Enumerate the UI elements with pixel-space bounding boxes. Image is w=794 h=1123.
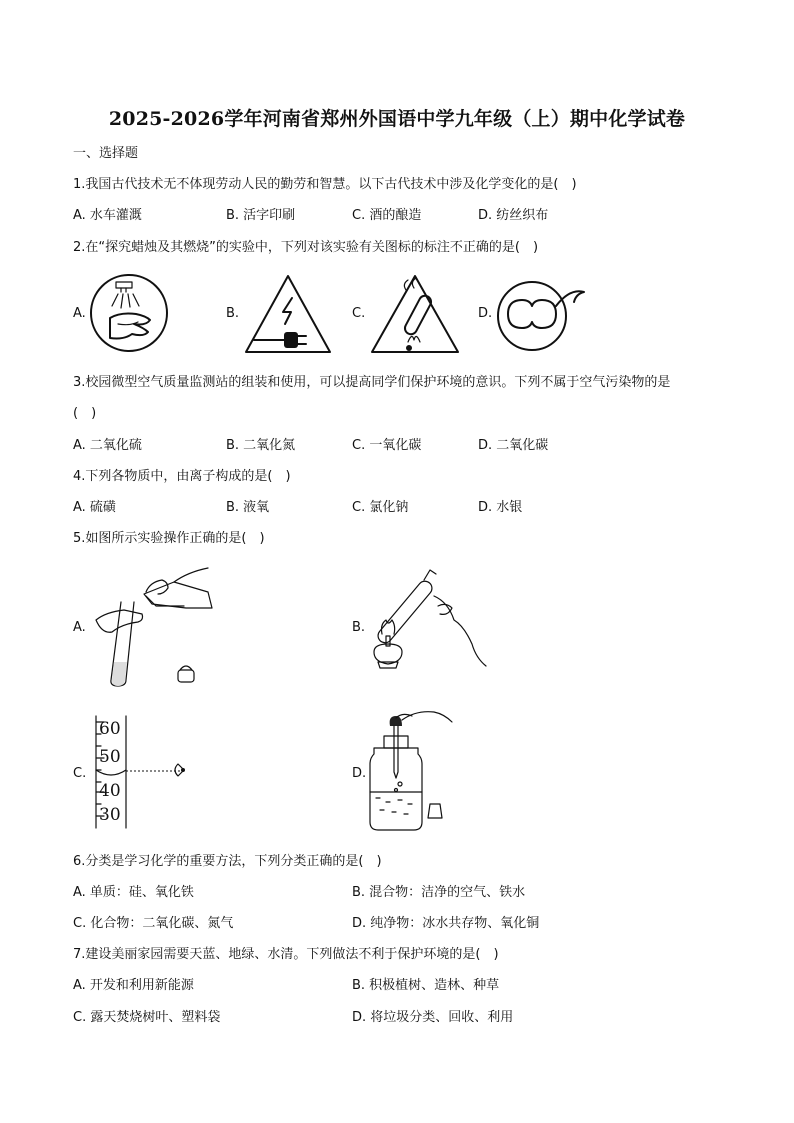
q4-option-b: B. 液氧 bbox=[226, 500, 270, 515]
cylinder-tick-30: 30 bbox=[99, 805, 121, 825]
question-2-stem: 2.在“探究蜡烛及其燃烧”的实验中，下列对该实验有关图标的标注不正确的是( ) bbox=[73, 240, 539, 255]
q7-option-b: B. 积极植树、造林、种草 bbox=[352, 978, 500, 993]
q6-option-c: C. 化合物：二氧化碳、氮气 bbox=[73, 916, 234, 931]
q7-option-a: A. 开发和利用新能源 bbox=[73, 978, 194, 993]
q3-option-d: D. 二氧化碳 bbox=[478, 438, 549, 453]
heating-test-tube-figure bbox=[368, 566, 492, 684]
goggles-icon bbox=[494, 276, 588, 354]
question-3-stem: 3.校园微型空气质量监测站的组装和使用，可以提高同学们保护环境的意识。下列不属于空气污染物的是 bbox=[73, 375, 671, 390]
q5-option-b-label: B. bbox=[352, 620, 366, 635]
q1-option-b: B. 活字印刷 bbox=[226, 208, 296, 223]
q6-option-b: B. 混合物：洁净的空气、铁水 bbox=[352, 885, 526, 900]
q6-option-d: D. 纯净物：冰水共存物、氧化铜 bbox=[352, 916, 540, 931]
question-7-stem: 7.建设美丽家园需要天蓝、地绿、水清。下列做法不利于保护环境的是( ) bbox=[73, 947, 499, 962]
q4-option-d: D. 水银 bbox=[478, 500, 523, 515]
q2-option-c-label: C. bbox=[352, 306, 366, 321]
q2-option-a-label: A. bbox=[73, 306, 86, 321]
hand-washing-icon bbox=[88, 272, 170, 354]
q3-option-b: B. 二氧化氮 bbox=[226, 438, 296, 453]
dropper-bottle-figure bbox=[366, 708, 456, 836]
question-4-stem: 4.下列各物质中，由离子构成的是( ) bbox=[73, 469, 291, 484]
q1-option-a: A. 水车灌溉 bbox=[73, 208, 142, 223]
cylinder-tick-40: 40 bbox=[99, 781, 121, 801]
section-heading: 一、选择题 bbox=[73, 146, 139, 161]
hot-test-tube-icon bbox=[368, 272, 462, 356]
q5-option-a-label: A. bbox=[73, 620, 86, 635]
q1-option-c: C. 酒的酿造 bbox=[352, 208, 422, 223]
q4-option-c: C. 氯化钠 bbox=[352, 500, 409, 515]
q3-option-a: A. 二氧化硫 bbox=[73, 438, 142, 453]
question-5-stem: 5.如图所示实验操作正确的是( ) bbox=[73, 531, 265, 546]
electric-hazard-icon bbox=[242, 272, 334, 356]
q5-option-c-label: C. bbox=[73, 766, 87, 781]
exam-title: 2025-2026学年河南省郑州外国语中学九年级（上）期中化学试卷 bbox=[108, 108, 686, 130]
q2-option-b-label: B. bbox=[226, 306, 240, 321]
q6-option-a: A. 单质：硅、氧化铁 bbox=[73, 885, 194, 900]
question-1-stem: 1.我国古代技术无不体现劳动人民的勤劳和智慧。以下古代技术中涉及化学变化的是( ) bbox=[73, 177, 577, 192]
q5-option-d-label: D. bbox=[352, 766, 367, 781]
question-6-stem: 6.分类是学习化学的重要方法，下列分类正确的是( ) bbox=[73, 854, 382, 869]
q3-option-c: C. 一氧化碳 bbox=[352, 438, 422, 453]
q1-option-d: D. 纺丝织布 bbox=[478, 208, 549, 223]
question-3-stem-cont: ( ) bbox=[73, 406, 97, 421]
q2-option-d-label: D. bbox=[478, 306, 493, 321]
q7-option-c: C. 露天焚烧树叶、塑料袋 bbox=[73, 1010, 221, 1025]
cylinder-tick-60: 60 bbox=[99, 719, 121, 739]
cylinder-tick-50: 50 bbox=[99, 747, 121, 767]
pouring-liquid-figure bbox=[92, 562, 222, 688]
q7-option-d: D. 将垃圾分类、回收、利用 bbox=[352, 1010, 514, 1025]
q4-option-a: A. 硫磺 bbox=[73, 500, 116, 515]
